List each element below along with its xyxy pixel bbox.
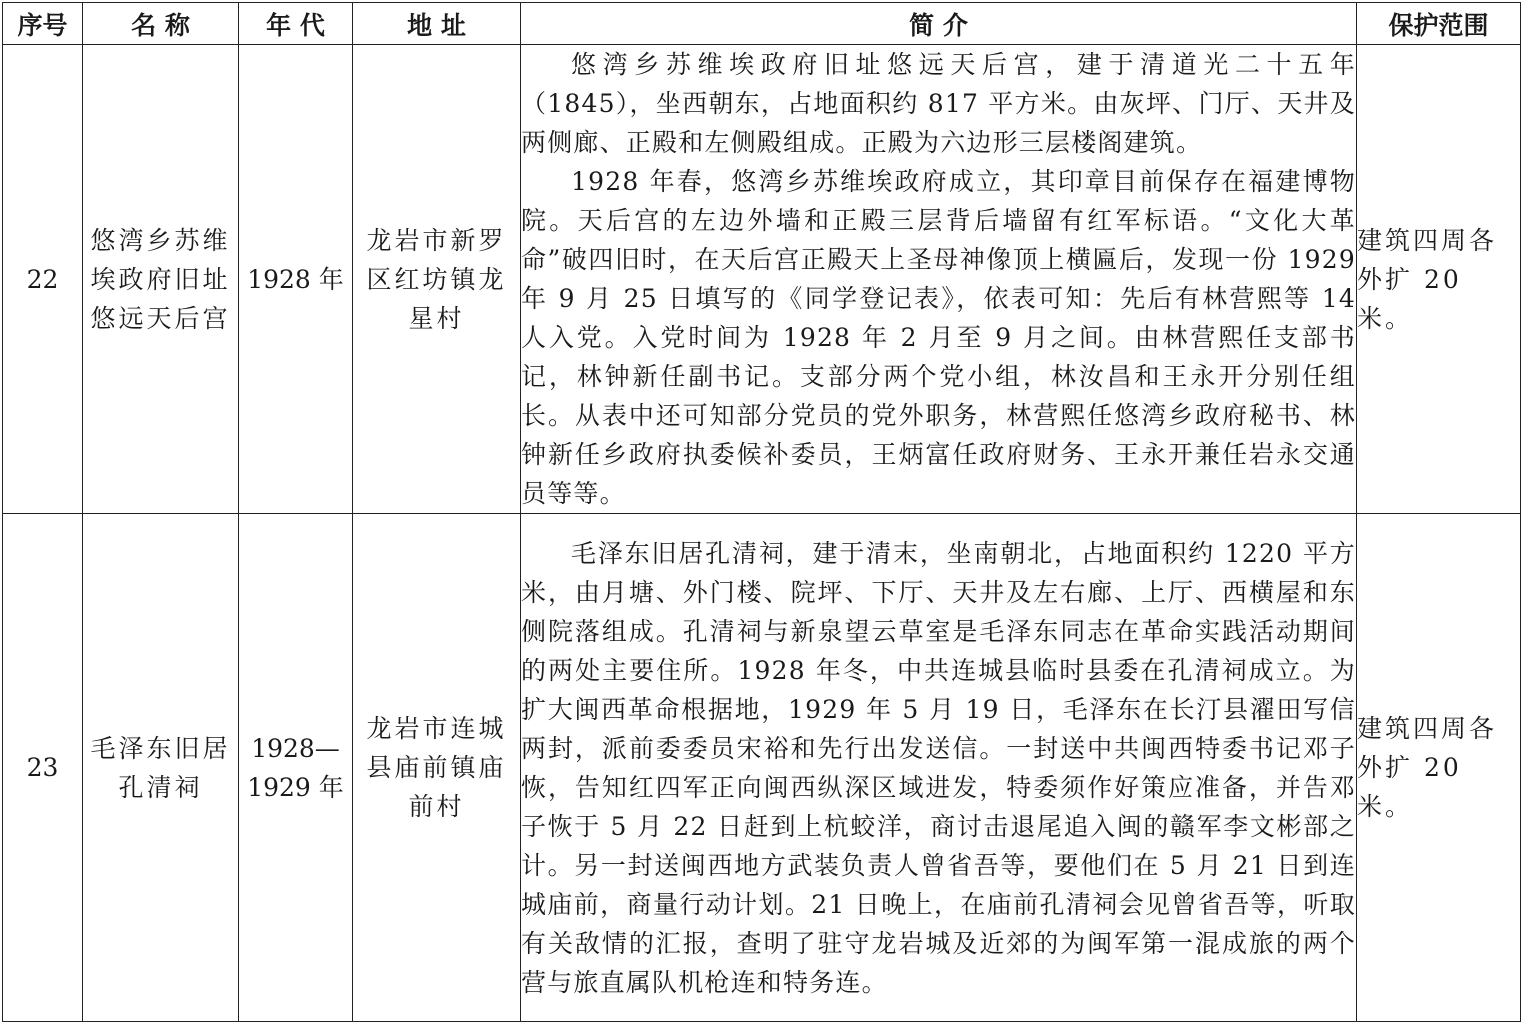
row-intro bbox=[521, 45, 1357, 514]
row-scope: 建筑四周各外扩 20 米。 bbox=[1357, 514, 1521, 1022]
header-name: 名 称 bbox=[83, 3, 239, 45]
header-seq: 序号 bbox=[3, 3, 83, 45]
row-address: 龙岩市连城县庙前镇庙前村 bbox=[353, 514, 521, 1022]
row-seq: 22 bbox=[3, 45, 83, 514]
intro-paragraph: 1928 年春，悠湾乡苏维埃政府成立，其印章目前保存在福建博物院。天后宫的左边外墙和正殿三层背后墙留有红军标语。“文化大革命”破四旧时，在天后宫正殿天上圣母神像顶上横匾后，发现一份 1929 年 9 月 25 日填写的《同学登记表》，依表可知：先后有林营熙等 14 人入党。入党时间为 1928 年 2 月至 9 月之间。由林营熙任支部书记，林钟新任副书记。支部分两个党小组，林汝昌和王永开分别任组长。从表中还可知部分党员的党外职务，林营熙任悠湾乡政府秘书、林钟新任乡政府执委候补委员，王炳富任政府财务、王永开兼任岩永交通员等等。 bbox=[521, 167, 1356, 508]
header-address: 地 址 bbox=[353, 3, 521, 45]
table-row bbox=[3, 514, 1521, 1022]
table-header-row bbox=[3, 3, 1521, 45]
header-scope: 保护范围 bbox=[1357, 3, 1521, 45]
row-seq: 23 bbox=[3, 514, 83, 1022]
row-name: 毛泽东旧居孔清祠 bbox=[83, 514, 239, 1022]
header-intro: 简 介 bbox=[521, 3, 1357, 45]
row-intro bbox=[521, 514, 1357, 1022]
row-era: 1928—1929 年 bbox=[239, 514, 353, 1022]
row-era: 1928 年 bbox=[239, 45, 353, 514]
row-address: 龙岩市新罗区红坊镇龙星村 bbox=[353, 45, 521, 514]
intro-paragraph: 毛泽东旧居孔清祠，建于清末，坐南朝北，占地面积约 1220 平方米，由月塘、外门楼、院坪、下厅、天井及左右廊、上厅、西横屋和东侧院落组成。孔清祠与新泉望云草室是毛泽东同志在革命实践活动期间的两处主要住所。1928 年冬，中共连城县临时县委在孔清祠成立。为扩大闽西革命根据地，1929 年 5 月 19 日，毛泽东在长汀县濯田写信两封，派前委委员宋裕和先行出发送信。一封送中共闽西特委书记邓子恢，告知红四军正向闽西纵深区域进发，特委须作好策应准备，并告邓子恢于 5 月 22 日赶到上杭蛟洋，商讨击退尾追入闽的赣军李文彬部之计。另一封送闽西地方武装负责人曾省吾等，要他们在 5 月 21 日到连城庙前，商量行动计划。21 日晚上，在庙前孔清祠会见曾省吾等，听取有关敌情的汇报，查明了驻守龙岩城及近郊的为闽军第一混成旅的两个营与旅直属队机枪连和特务连。 bbox=[521, 538, 1356, 997]
intro-paragraph: 悠湾乡苏维埃政府旧址悠远天后宫，建于清道光二十五年（1845），坐西朝东，占地面积约 817 平方米。由灰坪、门厅、天井及两侧廊、正殿和左侧殿组成。正殿为六边形三层楼阁建筑。 bbox=[521, 50, 1356, 157]
heritage-site-table bbox=[2, 2, 1521, 1022]
table-row bbox=[3, 45, 1521, 514]
row-name: 悠湾乡苏维埃政府旧址悠远天后宫 bbox=[83, 45, 239, 514]
header-era: 年 代 bbox=[239, 3, 353, 45]
row-scope: 建筑四周各外扩 20 米。 bbox=[1357, 45, 1521, 514]
